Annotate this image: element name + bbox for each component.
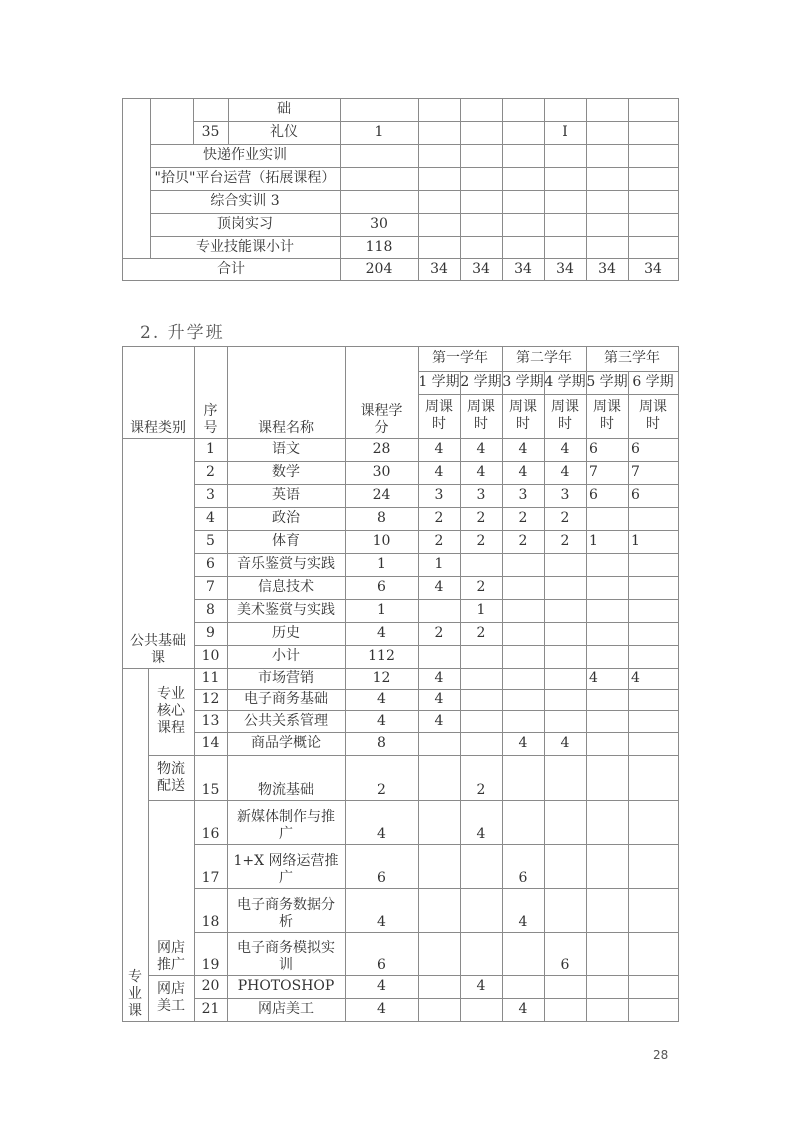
header-weekly-hours: 周课 时 [593,399,621,432]
credits: 10 [372,533,391,549]
credits [340,190,418,213]
credits: 4 [377,914,386,930]
term-hours [544,645,586,668]
course-name: 历史 [272,625,300,641]
term-hours [418,932,460,975]
term-hours: 3 [476,487,486,503]
total-credits: 204 [365,260,393,277]
term-hours [628,121,678,144]
term-hours: 7 [631,464,640,480]
term-hours [418,732,460,755]
term-hours: 4 [434,464,444,480]
term-hours [502,576,544,599]
term-hours: 1 [434,556,444,572]
group-logistics: 物流 配送 [157,760,185,794]
term-hours [586,167,628,190]
header-term: 2 学期 [460,374,502,390]
term-hours: 6 [518,870,528,886]
term-hours [628,507,678,530]
term-hours [502,599,544,622]
term-hours: 2 [434,625,444,641]
row-number: 11 [201,670,220,686]
header-number: 序 号 [203,403,218,436]
credits: 24 [372,487,391,503]
term-hours: 4 [434,670,444,686]
term-hours [586,888,628,932]
row-number: 1 [206,441,215,457]
row-number: 14 [201,735,220,751]
term-hours: 2 [560,510,570,526]
term-hours: 4 [518,441,528,457]
credits: 4 [377,712,386,729]
term-hours [460,668,502,689]
term-hours: 4 [518,914,528,930]
row-number: 2 [206,464,215,480]
term-hours [544,755,586,800]
course-name: 政治 [272,510,300,526]
term-hours: 4 [434,691,444,707]
term-hours [418,167,460,190]
term-hours: 4 [631,670,640,686]
term-hours [544,98,586,121]
term-hours [460,167,502,190]
term-hours [502,710,544,732]
term-hours [544,167,586,190]
term-hours [586,236,628,258]
row-number: 19 [201,957,220,973]
row-number: 21 [201,1001,220,1017]
term-hours [418,844,460,888]
term-hours [418,121,460,144]
term-hours [418,755,460,800]
term-hours: 4 [476,826,486,842]
credits: 30 [370,216,388,232]
credits: 4 [377,978,386,994]
term-hours: 2 [476,510,486,526]
credits: 4 [377,826,386,842]
table-rule [122,1021,679,1022]
term-hours [502,144,544,167]
term-hours [460,121,502,144]
term-hours: 2 [476,782,486,798]
course-name: 公共关系管理 [244,712,328,729]
term-hours [418,98,460,121]
table-rule [678,98,679,281]
term-hours [418,213,460,236]
term-hours [460,932,502,975]
row-number: 12 [201,691,220,707]
term-hours [628,236,678,258]
row-number: 10 [201,648,220,664]
row-number [193,98,228,121]
row-number: 13 [201,712,220,729]
term-hours [544,844,586,888]
term-hours [502,975,544,998]
table-rule [122,280,679,281]
term-hours [502,167,544,190]
term-hours [586,755,628,800]
header-term: 6 学期 [632,374,674,390]
term-hours: 2 [518,510,528,526]
term-hours [586,622,628,645]
term-hours: 2 [434,533,444,549]
header-course-name: 课程名称 [258,420,314,436]
total-term-hours: 34 [430,260,448,277]
course-name: 新媒体制作与推 广 [237,809,335,842]
course-name: 音乐鉴赏与实践 [237,556,335,572]
term-hours [586,121,628,144]
term-hours [544,710,586,732]
credits [340,98,418,121]
course-name: 电子商务数据分 析 [237,897,335,930]
header-weekly-hours: 周课 时 [425,399,453,432]
term-hours [418,144,460,167]
credits: 12 [372,670,391,686]
term-hours: I [562,124,568,140]
term-hours [418,190,460,213]
term-hours [418,888,460,932]
credits [340,167,418,190]
term-hours [502,190,544,213]
term-hours [502,98,544,121]
course-name: 1+X 网络运营推 广 [233,853,339,886]
credits [340,144,418,167]
term-hours: 6 [631,487,640,503]
term-hours [628,844,678,888]
credits: 1 [374,124,384,140]
course-name: 语文 [272,441,300,457]
total-term-hours: 34 [514,260,532,277]
term-hours [628,998,678,1021]
term-hours [586,599,628,622]
credits: 118 [365,238,393,255]
term-hours: 1 [476,602,486,618]
term-hours [586,975,628,998]
credits: 1 [377,556,386,572]
course-name: 物流基础 [258,782,314,798]
term-hours [628,975,678,998]
term-hours: 3 [434,487,444,503]
header-weekly-hours: 周课 时 [639,399,667,432]
term-hours [586,144,628,167]
row-number: 6 [206,556,215,572]
term-hours: 2 [434,510,444,526]
row-number: 16 [201,826,220,842]
term-hours [502,800,544,844]
course-name: 综合实训 3 [210,193,280,209]
term-hours [628,622,678,645]
term-hours [460,844,502,888]
term-hours [460,998,502,1021]
term-hours [460,710,502,732]
term-hours [502,622,544,645]
term-hours: 6 [560,957,570,973]
row-number: 35 [201,124,220,140]
term-hours [544,236,586,258]
term-hours [418,975,460,998]
term-hours [460,236,502,258]
term-hours [502,645,544,668]
term-hours [460,689,502,710]
page-number: 28 [653,1048,669,1062]
term-hours [418,599,460,622]
term-hours [628,553,678,576]
term-hours [418,645,460,668]
row-number: 7 [206,579,215,595]
term-hours: 4 [589,670,598,686]
group-core-courses: 专业 核心 课程 [157,686,185,736]
term-hours [544,213,586,236]
term-hours [628,213,678,236]
course-name: 信息技术 [258,579,314,595]
term-hours [628,732,678,755]
term-hours [544,998,586,1021]
term-hours [544,144,586,167]
term-hours [586,98,628,121]
term-hours [586,190,628,213]
header-weekly-hours: 周课 时 [551,399,579,432]
total-term-hours: 34 [556,260,574,277]
row-number: 3 [206,487,215,503]
group-shop-art: 网店 美工 [157,981,185,1014]
row-number: 8 [206,602,215,618]
header-term: 3 学期 [502,374,544,390]
row-number: 17 [201,870,220,886]
term-hours [586,645,628,668]
term-hours: 7 [589,464,598,480]
term-hours: 2 [560,533,570,549]
credits: 8 [377,510,386,526]
term-hours [544,888,586,932]
term-hours [586,800,628,844]
row-number: 4 [206,510,215,526]
term-hours [586,576,628,599]
term-hours [544,599,586,622]
term-hours: 2 [518,533,528,549]
term-hours: 6 [589,487,598,503]
term-hours [460,190,502,213]
course-name: 数学 [272,464,300,480]
table-rule [122,98,123,281]
term-hours [502,213,544,236]
header-credits: 课程学 分 [360,403,403,436]
term-hours: 4 [434,712,444,729]
course-name: 础 [277,101,291,117]
total-term-hours: 34 [598,260,616,277]
term-hours: 2 [476,579,486,595]
term-hours: 2 [476,625,486,641]
term-hours [586,507,628,530]
course-name: 礼仪 [270,124,298,140]
row-number: 20 [201,978,220,994]
term-hours [502,755,544,800]
term-hours [460,144,502,167]
term-hours [628,932,678,975]
term-hours [544,553,586,576]
term-hours [544,800,586,844]
credits: 30 [372,464,391,480]
credits: 6 [377,957,386,973]
term-hours [544,190,586,213]
term-hours [586,998,628,1021]
course-name: 专业技能课小计 [196,238,294,255]
course-name: 电子商务基础 [244,691,328,707]
term-hours [460,98,502,121]
table-rule [678,346,679,1022]
term-hours [628,645,678,668]
term-hours [460,888,502,932]
term-hours [460,645,502,668]
term-hours [502,121,544,144]
credits: 4 [377,1001,386,1017]
credits: 4 [377,625,386,641]
credits: 28 [372,441,391,457]
term-hours: 1 [589,533,598,549]
group-public-basic: 公共基础 课 [130,633,186,666]
term-hours [586,932,628,975]
credits: 1 [377,602,386,618]
term-hours [544,975,586,998]
header-year: 第三学年 [604,350,660,366]
term-hours [628,888,678,932]
term-hours [502,932,544,975]
term-hours [628,755,678,800]
term-hours: 4 [560,735,570,751]
term-hours [586,689,628,710]
term-hours [502,553,544,576]
term-hours [586,732,628,755]
row-number: 5 [206,533,215,549]
term-hours: 4 [560,441,570,457]
term-hours [544,576,586,599]
term-hours [628,576,678,599]
term-hours: 1 [631,533,640,549]
term-hours [586,553,628,576]
term-hours [628,599,678,622]
term-hours: 4 [518,1001,528,1017]
term-hours [628,710,678,732]
header-term: 4 学期 [544,374,586,390]
total-label: 合计 [217,260,245,277]
term-hours [460,732,502,755]
course-name: 网店美工 [258,1001,314,1017]
course-name: PHOTOSHOP [237,978,335,994]
credits: 112 [368,648,395,664]
row-number: 15 [201,782,220,798]
term-hours [628,800,678,844]
total-term-hours: 34 [472,260,490,277]
term-hours: 4 [476,464,486,480]
credits: 4 [377,691,386,707]
term-hours [628,190,678,213]
course-name: 电子商务模拟实 训 [237,940,335,973]
term-hours [544,689,586,710]
course-name: 市场营销 [258,670,314,686]
course-name: "拾贝"平台运营（拓展课程） [154,170,336,186]
term-hours [628,98,678,121]
term-hours [502,668,544,689]
term-hours: 4 [476,978,486,994]
term-hours: 2 [476,533,486,549]
header-term: 1 学期 [418,374,460,390]
header-year: 第一学年 [432,350,488,366]
header-weekly-hours: 周课 时 [467,399,495,432]
term-hours [460,553,502,576]
credits: 6 [377,870,386,886]
group-professional: 专 业 课 [128,969,142,1019]
credits: 2 [377,782,386,798]
term-hours: 6 [631,441,640,457]
row-number: 18 [201,914,220,930]
term-hours [418,998,460,1021]
term-hours [628,144,678,167]
course-name: 快递作业实训 [203,147,287,163]
term-hours: 3 [560,487,570,503]
term-hours: 4 [518,464,528,480]
term-hours [502,689,544,710]
course-name: 商品学概论 [251,735,321,751]
header-year: 第二学年 [516,350,572,366]
term-hours: 4 [518,735,528,751]
term-hours: 4 [434,579,444,595]
term-hours [502,236,544,258]
group-shop-promotion: 网店 推广 [157,940,185,973]
row-number: 9 [206,625,215,641]
term-hours: 3 [518,487,528,503]
term-hours: 4 [560,464,570,480]
term-hours [628,167,678,190]
course-name: 小计 [272,648,300,664]
term-hours [586,710,628,732]
term-hours [418,236,460,258]
term-hours: 6 [589,441,598,457]
header-term: 5 学期 [586,374,628,390]
credits: 6 [377,579,386,595]
section-heading: 2. 升学班 [140,323,225,343]
course-name: 美术鉴赏与实践 [237,602,335,618]
term-hours [544,622,586,645]
term-hours: 4 [434,441,444,457]
term-hours [544,668,586,689]
total-term-hours: 34 [644,260,662,277]
course-name: 英语 [272,487,300,503]
header-category: 课程类别 [130,420,186,436]
course-name: 顶岗实习 [217,216,273,232]
course-name: 体育 [272,533,300,549]
credits: 8 [377,735,386,751]
term-hours [586,213,628,236]
term-hours [586,844,628,888]
term-hours [460,213,502,236]
term-hours [628,689,678,710]
term-hours: 4 [476,441,486,457]
header-weekly-hours: 周课 时 [509,399,537,432]
term-hours [418,800,460,844]
